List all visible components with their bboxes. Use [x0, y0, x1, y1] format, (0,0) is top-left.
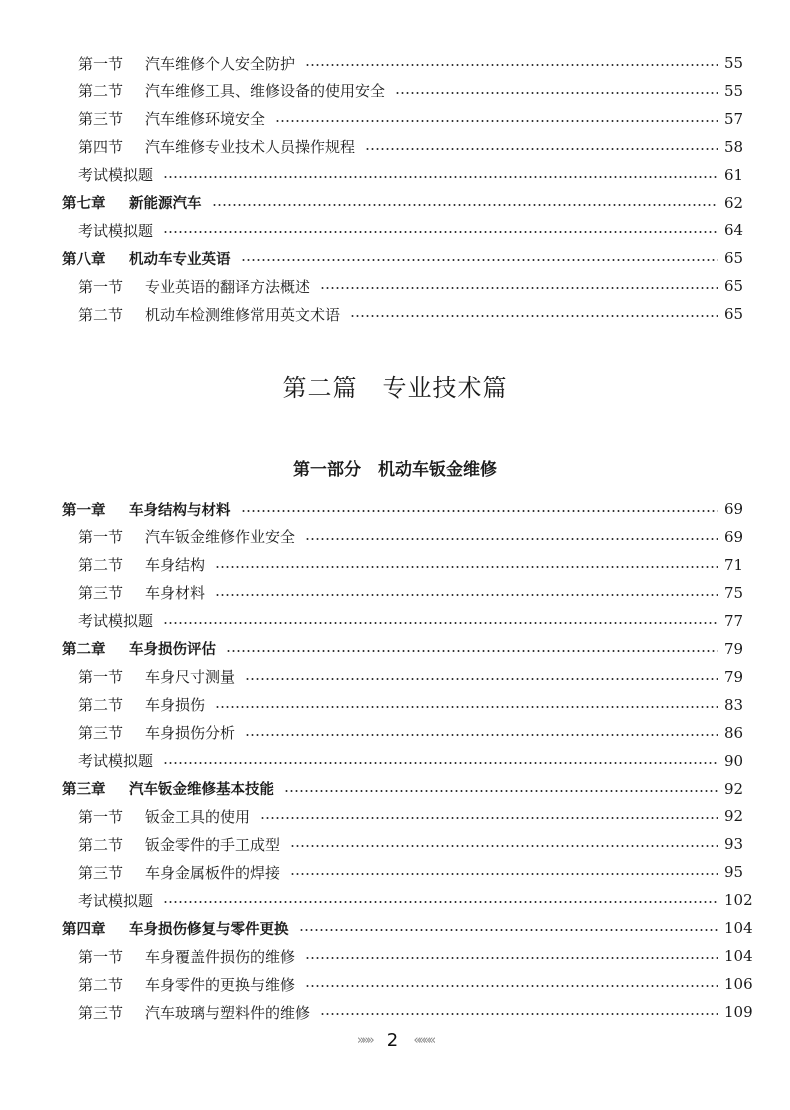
toc-entry-title: 机动车检测维修常用英文术语 — [145, 305, 341, 324]
toc-entry-number: 第三节 — [78, 110, 124, 129]
toc-entry-page: 90 — [724, 751, 744, 770]
toc-entry-title: 汽车维修环境安全 — [145, 110, 266, 129]
toc-entry-label — [62, 248, 231, 269]
toc-entry-label — [78, 750, 153, 771]
toc-entry-title: 专业英语的翻译方法概述 — [145, 277, 311, 296]
dot-leader — [215, 566, 718, 568]
toc-entry-page: 65 — [724, 249, 744, 268]
toc-entry-label — [78, 722, 235, 743]
toc-entry-page: 95 — [724, 863, 744, 882]
toc-entry-title: 汽车维修专业技术人员操作规程 — [145, 138, 356, 157]
dot-leader — [212, 204, 719, 206]
toc-entry-label — [78, 806, 250, 827]
toc-entry-page: 57 — [724, 109, 744, 128]
toc-entry-number: 第一节 — [78, 528, 124, 547]
toc-entry-page: 69 — [724, 500, 744, 518]
toc-entry-number: 第二节 — [78, 556, 124, 575]
toc-entry-page: 62 — [724, 193, 744, 212]
dot-leader — [245, 678, 718, 680]
dot-leader — [163, 622, 718, 624]
toc-entry-label — [78, 694, 205, 715]
toc-entry-page: 83 — [724, 695, 744, 714]
toc-section-entry[interactable] — [0, 804, 790, 828]
toc-entry-page: 102 — [724, 891, 753, 910]
toc-section-entry[interactable] — [0, 51, 790, 75]
toc-entry-label — [78, 108, 265, 129]
toc-entry-title: 车身覆盖件损伤的维修 — [145, 947, 296, 966]
chevron-left-ornament-icon: «««« — [413, 1033, 434, 1048]
dot-leader — [284, 790, 718, 792]
toc-entry-number: 第二节 — [78, 696, 124, 715]
toc-entry-title: 车身零件的更换与维修 — [145, 975, 296, 994]
toc-entry-label — [78, 1002, 310, 1023]
toc-entry-number: 第一节 — [78, 947, 124, 966]
toc-entry-page: 79 — [724, 667, 744, 686]
toc-entry-title: 汽车维修个人安全防护 — [145, 54, 296, 73]
toc-section-entry[interactable] — [0, 79, 790, 103]
toc-entry-page: 86 — [724, 723, 744, 742]
toc-entry-number: 第四章 — [62, 921, 106, 938]
toc-entry-label — [78, 974, 295, 995]
toc-entry-page: 55 — [724, 81, 744, 100]
toc-entry-title: 车身结构与材料 — [129, 502, 231, 519]
toc-entry-page: 106 — [724, 975, 753, 994]
toc-entry-page: 69 — [724, 527, 744, 546]
toc-entry-number: 第二节 — [78, 975, 124, 994]
toc-exam-entry[interactable] — [0, 888, 790, 912]
toc-entry-number: 第一节 — [78, 668, 124, 687]
dot-leader — [320, 287, 718, 289]
toc-entry-label — [78, 582, 205, 603]
toc-chapter-entry[interactable] — [0, 637, 790, 661]
toc-entry-label — [78, 610, 153, 631]
toc-entry-label — [62, 778, 274, 799]
toc-entry-label — [78, 136, 355, 157]
toc-entry-number: 第一章 — [62, 502, 106, 519]
toc-entry-title: 汽车钣金维修基本技能 — [129, 782, 274, 798]
toc-section-entry[interactable] — [0, 274, 790, 298]
dot-leader — [299, 929, 719, 931]
toc-section-entry[interactable] — [0, 832, 790, 856]
toc-entry-number: 第一节 — [78, 807, 124, 826]
toc-entry-number: 第三节 — [78, 724, 124, 743]
toc-entry-label — [78, 276, 310, 297]
toc-entry-title: 钣金零件的手工成型 — [145, 835, 281, 854]
toc-chapter-entry[interactable] — [0, 777, 790, 801]
toc-entry-label — [78, 890, 153, 911]
toc-chapter-entry[interactable] — [0, 191, 790, 215]
dot-leader — [305, 64, 718, 66]
toc-entry-title: 汽车玻璃与塑料件的维修 — [145, 1003, 311, 1022]
dot-leader — [275, 120, 718, 122]
toc-entry-title: 汽车维修工具、维修设备的使用安全 — [145, 82, 386, 101]
toc-entry-title: 车身损伤 — [145, 696, 206, 715]
toc-section-entry[interactable] — [0, 693, 790, 717]
toc-entry-number: 第一节 — [78, 277, 124, 296]
toc-section-entry[interactable] — [0, 665, 790, 689]
dot-leader — [163, 176, 718, 178]
toc-entry-title: 车身材料 — [145, 584, 206, 603]
toc-section-entry[interactable] — [0, 553, 790, 577]
toc-entry-label — [78, 834, 280, 855]
toc-entry-page: 92 — [724, 807, 744, 826]
toc-entry-label — [78, 666, 235, 687]
toc-entry-title: 车身尺寸测量 — [145, 668, 236, 687]
toc-entry-page: 92 — [724, 779, 744, 798]
toc-entry-title: 考试模拟题 — [78, 752, 154, 771]
toc-exam-entry[interactable] — [0, 609, 790, 633]
toc-entry-number: 第七章 — [62, 196, 106, 212]
toc-section-entry[interactable] — [0, 860, 790, 884]
toc-exam-entry[interactable] — [0, 749, 790, 773]
toc-entry-title: 新能源汽车 — [129, 196, 202, 212]
section-title: 第一部分 机动车钣金维修 — [293, 460, 497, 480]
toc-entry-page: 104 — [724, 947, 753, 966]
toc-entry-number: 第二章 — [62, 642, 106, 659]
toc-entry-title: 车身损伤评估 — [129, 642, 216, 659]
dot-leader — [260, 817, 718, 819]
part-title: 第二篇 专业技术篇 — [282, 374, 508, 402]
page-footer — [0, 1030, 790, 1051]
dot-leader — [305, 538, 718, 540]
toc-entry-page: 109 — [724, 1003, 753, 1022]
toc-entry-title: 车身损伤修复与零件更换 — [129, 921, 289, 938]
toc-section-entry[interactable] — [0, 581, 790, 605]
dot-leader — [320, 1013, 718, 1015]
toc-entry-label — [78, 80, 385, 101]
dot-leader — [241, 259, 719, 261]
toc-entry-page: 104 — [724, 919, 753, 938]
chevron-right-ornament-icon: »»» — [356, 1033, 372, 1048]
toc-entry-title: 汽车钣金维修作业安全 — [145, 528, 296, 547]
dot-leader — [163, 901, 718, 903]
toc-entry-number: 第二节 — [78, 835, 124, 854]
toc-entry-number: 第三节 — [78, 863, 124, 882]
toc-section-entry[interactable] — [0, 525, 790, 549]
toc-entry-title: 车身结构 — [145, 556, 206, 575]
toc-entry-number: 第三章 — [62, 782, 106, 798]
toc-entry-label — [78, 304, 340, 325]
toc-entry-title: 钣金工具的使用 — [145, 807, 251, 826]
toc-entry-number: 第二节 — [78, 82, 124, 101]
toc-entry-title: 车身损伤分析 — [145, 724, 236, 743]
toc-entry-number: 第二节 — [78, 305, 124, 324]
toc-entry-title: 考试模拟题 — [78, 891, 154, 910]
toc-section-entry[interactable] — [0, 135, 790, 159]
toc-entry-page: 55 — [724, 54, 744, 72]
toc-entry-page: 65 — [724, 277, 744, 296]
toc-chapter-entry[interactable] — [0, 246, 790, 270]
toc-entry-page: 75 — [724, 583, 744, 602]
toc-entry-page: 77 — [724, 611, 744, 630]
toc-entry-page: 61 — [724, 165, 744, 184]
dot-leader — [245, 734, 718, 736]
toc-section-entry[interactable] — [0, 1000, 790, 1024]
toc-entry-title: 考试模拟题 — [78, 166, 154, 185]
dot-leader — [215, 706, 718, 708]
toc-entry-number: 第一节 — [78, 54, 124, 73]
dot-leader — [365, 148, 718, 150]
toc-entry-label — [78, 164, 153, 185]
toc-entry-number: 第三节 — [78, 1003, 124, 1022]
toc-entry-page: 79 — [724, 639, 744, 658]
dot-leader — [305, 985, 718, 987]
toc-section-entry[interactable] — [0, 302, 790, 326]
toc-entry-label — [78, 526, 295, 547]
toc-entry-number: 第八章 — [62, 251, 106, 268]
toc-chapter-entry[interactable] — [0, 916, 790, 940]
toc-entry-label — [78, 53, 295, 74]
toc-entry-title: 考试模拟题 — [78, 221, 154, 240]
dot-leader — [163, 762, 718, 764]
toc-entry-page: 58 — [724, 137, 744, 156]
toc-entry-number: 第四节 — [78, 138, 124, 157]
toc-entry-title: 考试模拟题 — [78, 612, 154, 631]
toc-chapter-entry[interactable] — [0, 497, 790, 521]
toc-entry-number: 第三节 — [78, 584, 124, 603]
dot-leader — [215, 594, 718, 596]
toc-entry-label — [62, 499, 231, 520]
dot-leader — [290, 873, 718, 875]
dot-leader — [395, 92, 718, 94]
dot-leader — [290, 845, 718, 847]
toc-entry-label — [62, 192, 202, 213]
toc-entry-label — [78, 862, 280, 883]
page-number: 2 — [386, 1030, 399, 1051]
toc-exam-entry[interactable] — [0, 218, 790, 242]
dot-leader — [241, 510, 719, 512]
toc-exam-entry[interactable] — [0, 163, 790, 187]
toc-section-entry[interactable] — [0, 721, 790, 745]
toc-entry-page: 71 — [724, 555, 744, 574]
dot-leader — [305, 957, 718, 959]
toc-entry-label — [78, 946, 295, 967]
toc-entry-label — [78, 220, 153, 241]
toc-entry-page: 65 — [724, 305, 744, 324]
toc-entry-label — [62, 638, 216, 659]
toc-section-entry[interactable] — [0, 107, 790, 131]
dot-leader — [350, 315, 718, 317]
toc-entry-title: 机动车专业英语 — [129, 251, 231, 268]
toc-entry-label — [78, 554, 205, 575]
toc-entry-page: 64 — [724, 221, 744, 240]
toc-section-entry[interactable] — [0, 944, 790, 968]
dot-leader — [226, 650, 718, 652]
toc-section-entry[interactable] — [0, 972, 790, 996]
toc-entry-label — [62, 918, 289, 939]
dot-leader — [163, 231, 718, 233]
toc-entry-page: 93 — [724, 835, 744, 854]
toc-entry-title: 车身金属板件的焊接 — [145, 863, 281, 882]
